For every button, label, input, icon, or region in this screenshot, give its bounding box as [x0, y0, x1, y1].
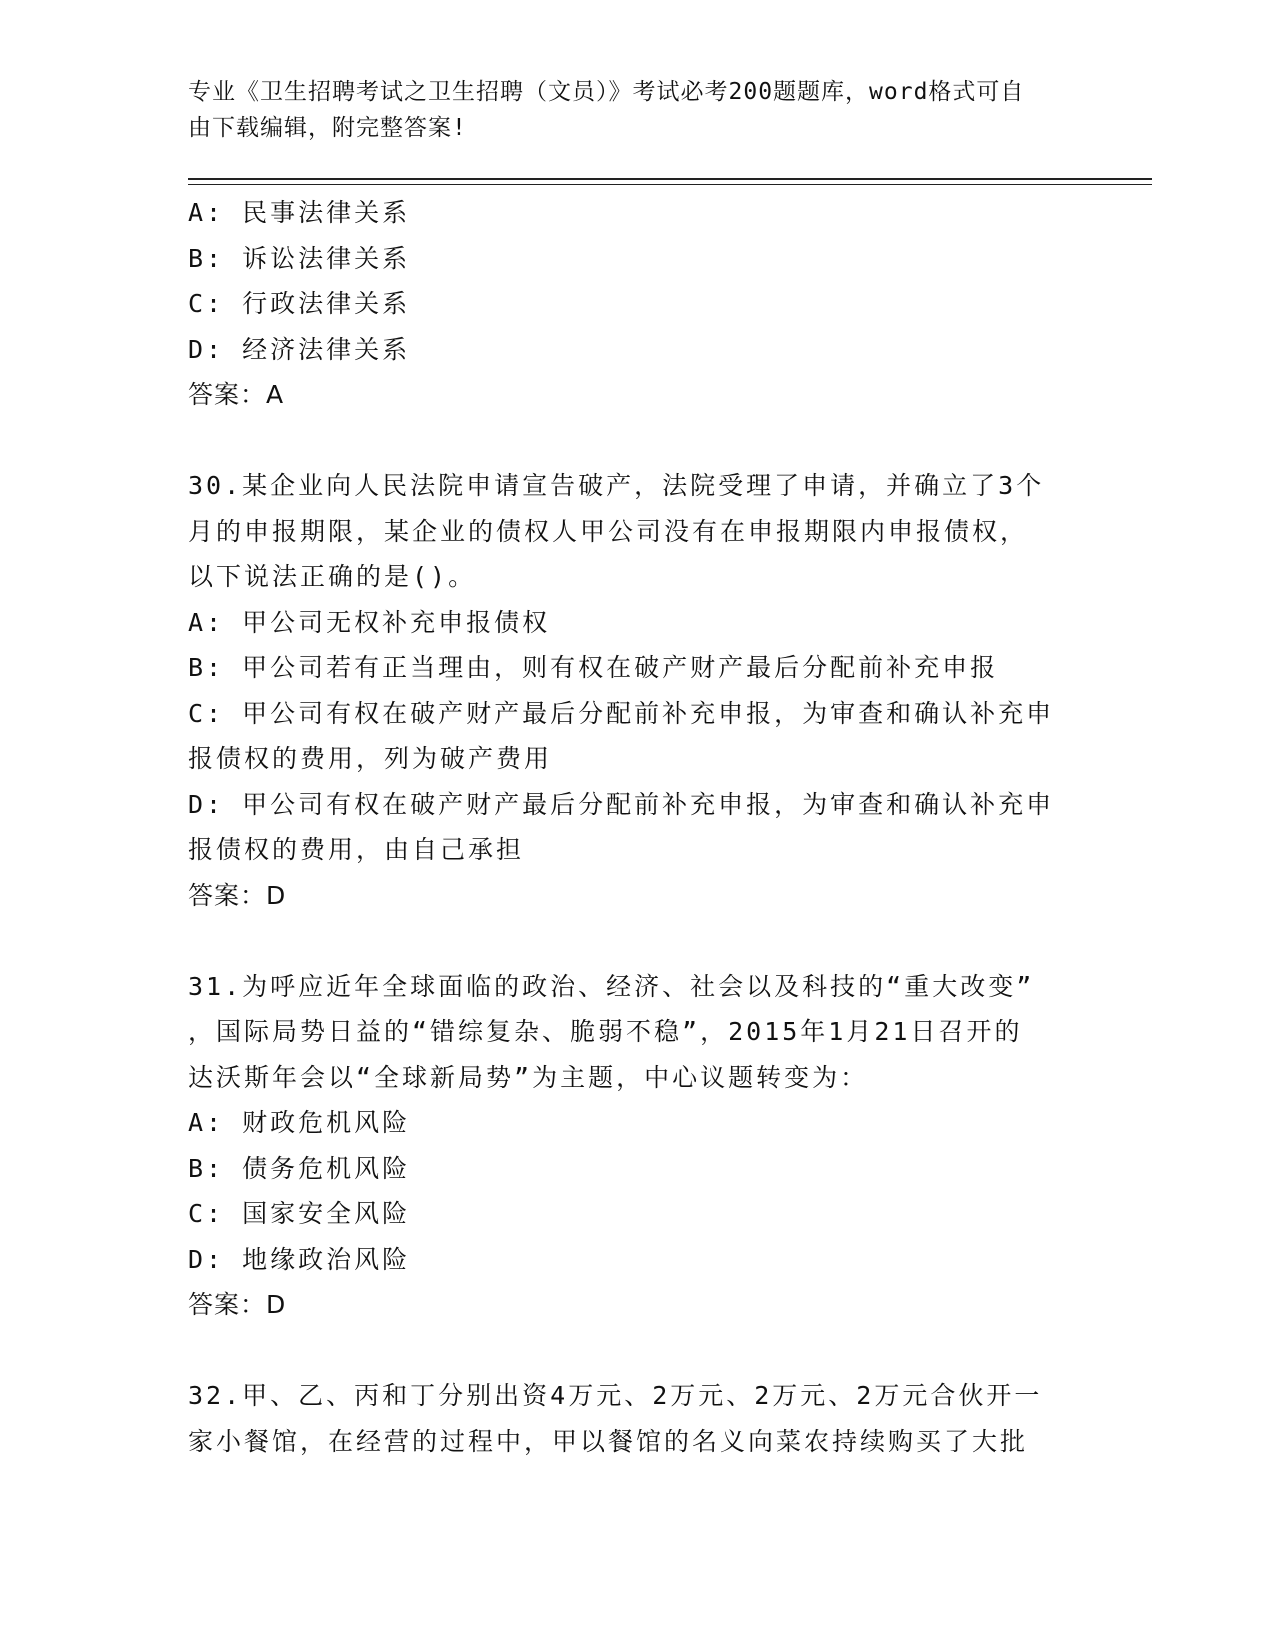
option-a: A: 民事法律关系 [188, 198, 411, 227]
answer-line: 答案：D [188, 880, 287, 910]
question-stem-line: 月的申报期限，某企业的债权人甲公司没有在申报期限内申报债权， [188, 516, 1029, 546]
question-list [188, 190, 1088, 1464]
option-a: A: 甲公司无权补充申报债权 [188, 607, 551, 637]
question-31 [188, 964, 1088, 1328]
answer-line: 答案：D [188, 1290, 287, 1319]
question-spacer [188, 1328, 1088, 1374]
option-d-continued: 报债权的费用，由自己承担 [188, 835, 525, 864]
question-spacer [188, 418, 1088, 464]
answer-line: 答案：A [188, 380, 285, 409]
option-c: C: 行政法律关系 [188, 289, 411, 318]
option-b: B: 甲公司若有正当理由，则有权在破产财产最后分配前补充申报 [188, 653, 999, 682]
header-line-1: 专业《卫生招聘考试之卫生招聘（文员）》考试必考200题题库，word格式可自 [188, 79, 1025, 105]
header-divider-thick [188, 178, 1152, 180]
option-d: D: 地缘政治风险 [188, 1244, 411, 1274]
option-c-continued: 报债权的费用，列为破产费用 [188, 744, 553, 773]
option-c: C: 国家安全风险 [188, 1199, 411, 1228]
option-a: A: 财政危机风险 [188, 1108, 411, 1137]
option-d: D: 甲公司有权在破产财产最后分配前补充申报，为审查和确认补充申 [188, 789, 1055, 819]
question-stem-line: ，国际局势日益的“错综复杂、脆弱不稳”，2015年1月21日召开的 [188, 1017, 1023, 1046]
header-divider-thin [188, 184, 1152, 185]
question-29 [188, 190, 1088, 418]
option-b: B: 债务危机风险 [188, 1153, 411, 1183]
document-header [188, 74, 1068, 146]
question-stem-line: 家小餐馆，在经营的过程中，甲以餐馆的名义向菜农持续购买了大批 [188, 1426, 1029, 1456]
option-d: D: 经济法律关系 [188, 334, 411, 364]
question-stem-line: 31.为呼应近年全球面临的政治、经济、社会以及科技的“重大改变” [188, 971, 1035, 1001]
question-spacer [188, 918, 1088, 964]
header-line-2: 由下载编辑，附完整答案! [188, 115, 467, 141]
question-stem-line: 32.甲、乙、丙和丁分别出资4万元、2万元、2万元、2万元合伙开一 [188, 1381, 1043, 1410]
question-stem-line: 30.某企业向人民法院申请宣告破产，法院受理了申请，并确立了3个 [188, 471, 1045, 500]
option-b: B: 诉讼法律关系 [188, 243, 411, 273]
question-32 [188, 1373, 1088, 1464]
option-c: C: 甲公司有权在破产财产最后分配前补充申报，为审查和确认补充申 [188, 698, 1055, 728]
question-stem-line: 达沃斯年会以“全球新局势”为主题，中心议题转变为： [188, 1062, 869, 1092]
question-stem-line: 以下说法正确的是()。 [188, 562, 477, 591]
question-30 [188, 463, 1088, 918]
